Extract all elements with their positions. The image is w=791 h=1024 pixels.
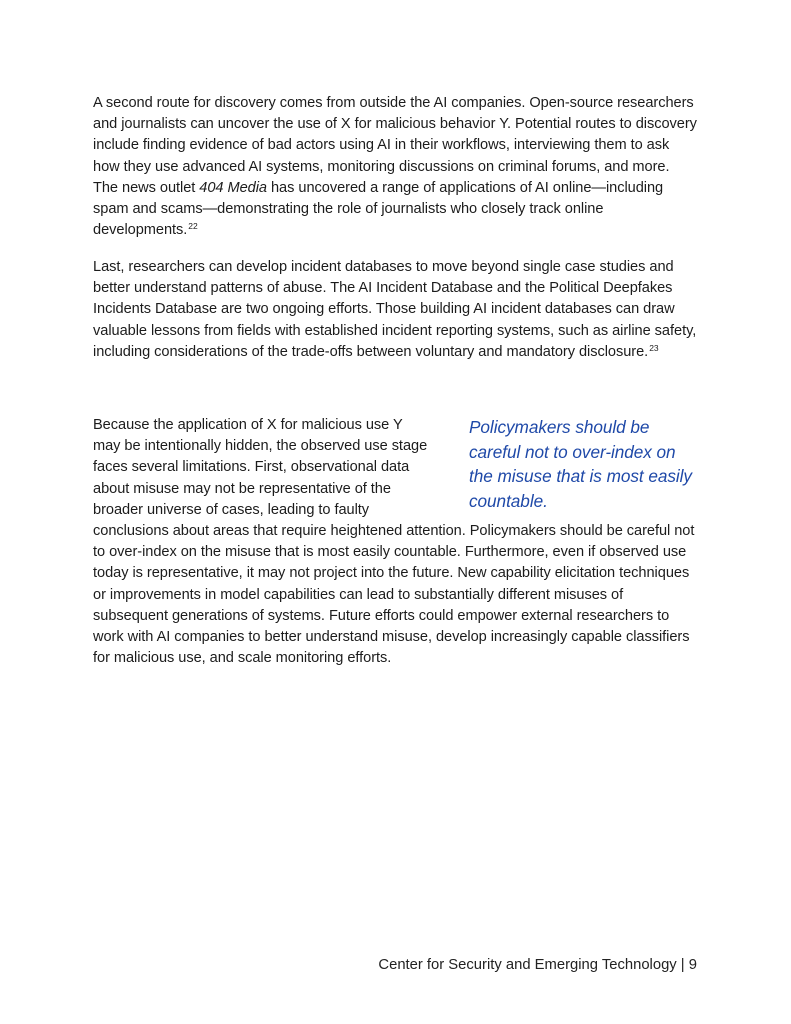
paragraph-incident-databases [93, 257, 697, 363]
paragraph-limitations [93, 415, 697, 669]
page-footer: Center for Security and Emerging Technology | 9 [378, 957, 697, 973]
paragraph-external-discovery [93, 93, 697, 241]
pull-quote: Policymakers should be careful not to over-index on the misuse that is most easily countable. [469, 417, 692, 511]
publication-title: 404 Media [199, 179, 267, 196]
paragraph-text: Last, researchers can develop incident databases to move beyond single case studies and better understand patterns of abuse. The AI Incident Database and the Political Deepfakes Incidents Database are two ongoing efforts. Those building AI incident databases can draw valuable lessons from fields with established incident reporting systems, such as airline safety, including considerations of the trade-offs between voluntary and mandatory disclosure. [93, 259, 697, 360]
paragraph-text: A second route for discovery comes from outside the AI companies. Open-source researchers and journalists can uncover the use of X for malicious behavior Y. Potential routes to discovery include finding evidence of bad actors using AI in their workflows, interviewing them to ask how they use advanced AI systems, monitoring discussions on criminal forums, and more. The news outlet [93, 95, 697, 196]
paragraph-text: Because the application of X for malicious use Y may be intentionally hidden, the observed use stage faces several limitations. First, observational data about misuse may not be representative of the broader universe of cases, leading to faulty conclusions about areas that require heightened attention. Policymakers should be careful not to over-index on the misuse that is most easily countable. Furthermore, even if observed use today is representative, it may not project into the future. New capability elicitation techniques or improvements in model capabilities can lead to substantially different misuses of subsequent generations of systems. Future efforts could empower external researchers to work with AI companies to better understand misuse, develop increasingly capable classifiers for malicious use, and scale monitoring efforts. [93, 417, 695, 667]
footnote-ref-23[interactable]: 23 [649, 342, 659, 353]
footnote-ref-22[interactable]: 22 [188, 221, 198, 232]
paragraph-text: has uncovered a range of applications of AI online—including spam and scams—demonstrating the role of journalists who closely track online developments. [93, 179, 664, 239]
